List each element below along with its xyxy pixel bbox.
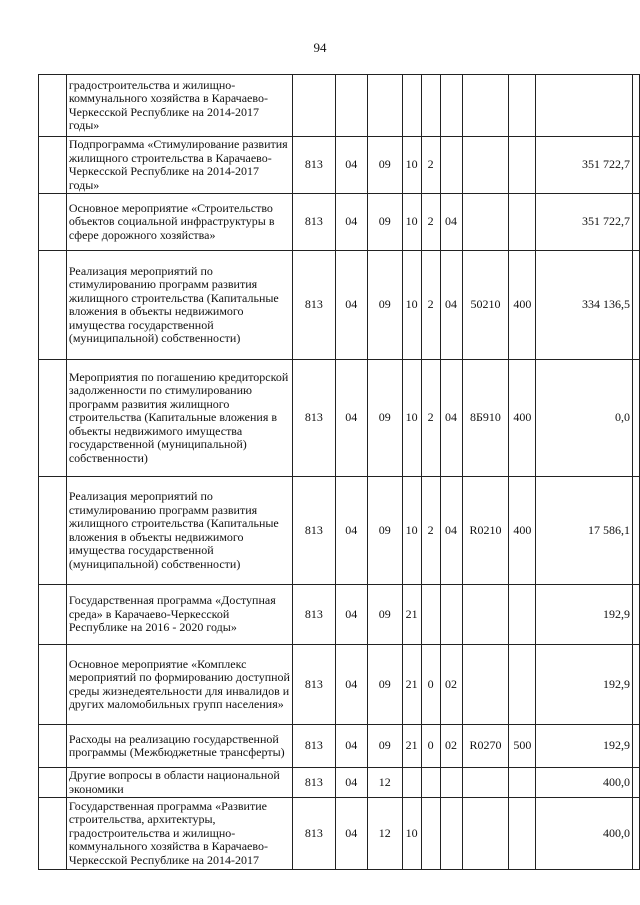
subsection-code-cell: 12 [367, 768, 402, 798]
edge-cell [632, 137, 639, 194]
subsection-code-cell: 09 [367, 137, 402, 194]
page-number: 94 [313, 40, 327, 55]
event-code-cell [440, 75, 462, 137]
program-code-cell: 10 [402, 137, 421, 194]
item-name-text: Подпрограмма «Стимулирование развития жилищного строительства в Карачаево-Черкесской Республике на 2014-2017 годы» [68, 137, 288, 192]
subsection-code-cell: 09 [367, 645, 402, 725]
index-cell [39, 251, 67, 360]
expense-type-cell [509, 645, 536, 725]
subsection-code-cell: 09 [367, 585, 402, 645]
subsection-code-cell: 12 [367, 798, 402, 870]
subprogram-code-cell: 2 [421, 251, 440, 360]
item-name-text: Реализация мероприятий по стимулированию программ развития жилищного строительства (Капитальные вложения в объекты недвижимого имущества государственной (муниципальной) собственности) [68, 489, 279, 571]
edge-cell [632, 251, 639, 360]
item-name-cell [66, 645, 292, 725]
subsection-code-cell: 09 [367, 251, 402, 360]
event-code-cell: 04 [440, 194, 462, 251]
amount-cell: 0,0 [536, 360, 633, 477]
subprogram-code-cell [421, 768, 440, 798]
subprogram-code-cell: 2 [421, 137, 440, 194]
amount-cell: 17 586,1 [536, 477, 633, 585]
edge-cell [632, 477, 639, 585]
section-code-cell: 04 [335, 194, 367, 251]
section-code-cell: 04 [335, 251, 367, 360]
ved-code-cell: 813 [293, 477, 336, 585]
item-name-cell [66, 725, 292, 768]
program-code-cell [402, 768, 421, 798]
direction-code-cell: R0270 [462, 725, 509, 768]
index-cell [39, 360, 67, 477]
table-row [39, 75, 640, 137]
index-cell [39, 768, 67, 798]
index-cell [39, 725, 67, 768]
section-code-cell: 04 [335, 725, 367, 768]
expense-type-cell: 500 [509, 725, 536, 768]
amount-cell: 192,9 [536, 585, 633, 645]
item-name-text: Другие вопросы в области национальной экономики [68, 768, 280, 796]
subsection-code-cell: 09 [367, 194, 402, 251]
index-cell [39, 137, 67, 194]
ved-code-cell: 813 [293, 360, 336, 477]
section-code-cell: 04 [335, 768, 367, 798]
subsection-code-cell: 09 [367, 477, 402, 585]
edge-cell [632, 194, 639, 251]
table-row [39, 360, 640, 477]
amount-cell: 192,9 [536, 645, 633, 725]
item-name-text: градостроительства и жилищно-коммунального хозяйства в Карачаево-Черкесской Республике на 2014-2017 годы» [68, 77, 268, 132]
item-name-text: Государственная программа «Доступная среда» в Карачаево-Черкесской Республике на 2016 - 2020 годы» [68, 593, 276, 635]
edge-cell [632, 768, 639, 798]
ved-code-cell: 813 [293, 251, 336, 360]
index-cell [39, 477, 67, 585]
edge-cell [632, 360, 639, 477]
amount-cell: 400,0 [536, 798, 633, 870]
edge-cell [632, 585, 639, 645]
program-code-cell: 21 [402, 645, 421, 725]
subprogram-code-cell [421, 585, 440, 645]
subprogram-code-cell: 2 [421, 477, 440, 585]
table-row [39, 251, 640, 360]
section-code-cell: 04 [335, 645, 367, 725]
ved-code-cell: 813 [293, 798, 336, 870]
subprogram-code-cell [421, 75, 440, 137]
subprogram-code-cell: 2 [421, 194, 440, 251]
item-name-text: Мероприятия по погашению кредиторской задолженности по стимулированию программ развития жилищного строительства (Капитальные вложения в объекты недвижимого имущества государственной (муниципальной) собственности) [68, 369, 289, 465]
section-code-cell: 04 [335, 585, 367, 645]
event-code-cell [440, 585, 462, 645]
amount-cell: 400,0 [536, 768, 633, 798]
subsection-code-cell: 09 [367, 360, 402, 477]
ved-code-cell: 813 [293, 725, 336, 768]
expense-type-cell [509, 585, 536, 645]
section-code-cell: 04 [335, 477, 367, 585]
item-name-cell [66, 798, 292, 870]
event-code-cell [440, 768, 462, 798]
direction-code-cell [462, 137, 509, 194]
program-code-cell: 10 [402, 251, 421, 360]
event-code-cell: 04 [440, 360, 462, 477]
budget-table [38, 74, 640, 870]
item-name-text: Государственная программа «Развитие строительства, архитектуры, градостроительства и жилищно-коммунального хозяйства в Карачаево-Черкесской Республике на 2014-2017 [68, 798, 268, 867]
direction-code-cell [462, 585, 509, 645]
table-row [39, 194, 640, 251]
item-name-text: Реализация мероприятий по стимулированию программ развития жилищного строительства (Капитальные вложения в объекты недвижимого имущества государственной (муниципальной) собственности) [68, 263, 279, 345]
item-name-cell [66, 251, 292, 360]
section-code-cell: 04 [335, 137, 367, 194]
edge-cell [632, 798, 639, 870]
event-code-cell [440, 137, 462, 194]
index-cell [39, 645, 67, 725]
direction-code-cell [462, 768, 509, 798]
direction-code-cell: R0210 [462, 477, 509, 585]
section-code-cell [335, 75, 367, 137]
amount-cell: 192,9 [536, 725, 633, 768]
expense-type-cell [509, 798, 536, 870]
expense-type-cell: 400 [509, 477, 536, 585]
program-code-cell: 21 [402, 725, 421, 768]
table-row [39, 768, 640, 798]
program-code-cell [402, 75, 421, 137]
table-row [39, 137, 640, 194]
direction-code-cell [462, 194, 509, 251]
program-code-cell: 10 [402, 360, 421, 477]
subsection-code-cell: 09 [367, 725, 402, 768]
event-code-cell [440, 798, 462, 870]
subprogram-code-cell [421, 798, 440, 870]
subsection-code-cell [367, 75, 402, 137]
event-code-cell: 02 [440, 725, 462, 768]
program-code-cell: 10 [402, 798, 421, 870]
section-code-cell: 04 [335, 360, 367, 477]
table-row [39, 645, 640, 725]
subprogram-code-cell: 0 [421, 645, 440, 725]
ved-code-cell: 813 [293, 194, 336, 251]
item-name-cell [66, 137, 292, 194]
edge-cell [632, 75, 639, 137]
item-name-cell [66, 75, 292, 137]
expense-type-cell [509, 75, 536, 137]
program-code-cell: 10 [402, 477, 421, 585]
event-code-cell: 04 [440, 251, 462, 360]
ved-code-cell: 813 [293, 585, 336, 645]
ved-code-cell: 813 [293, 137, 336, 194]
item-name-text: Основное мероприятие «Комплекс мероприятий по формированию доступной среды жизнедеятельности для инвалидов и других маломобильных групп населения» [68, 656, 290, 711]
index-cell [39, 585, 67, 645]
event-code-cell: 04 [440, 477, 462, 585]
program-code-cell: 21 [402, 585, 421, 645]
direction-code-cell [462, 75, 509, 137]
subprogram-code-cell: 0 [421, 725, 440, 768]
direction-code-cell [462, 798, 509, 870]
table-row [39, 477, 640, 585]
item-name-cell [66, 585, 292, 645]
index-cell [39, 194, 67, 251]
amount-cell: 351 722,7 [536, 194, 633, 251]
item-name-cell [66, 768, 292, 798]
item-name-text: Расходы на реализацию государственной программы (Межбюджетные трансферты) [68, 731, 285, 759]
table-row [39, 585, 640, 645]
table-row [39, 798, 640, 870]
direction-code-cell: 8Б910 [462, 360, 509, 477]
direction-code-cell [462, 645, 509, 725]
item-name-cell [66, 194, 292, 251]
subprogram-code-cell: 2 [421, 360, 440, 477]
item-name-cell [66, 477, 292, 585]
edge-cell [632, 725, 639, 768]
expense-type-cell [509, 768, 536, 798]
section-code-cell: 04 [335, 798, 367, 870]
amount-cell [536, 75, 633, 137]
table-row [39, 725, 640, 768]
ved-code-cell: 813 [293, 768, 336, 798]
amount-cell: 334 136,5 [536, 251, 633, 360]
expense-type-cell [509, 194, 536, 251]
ved-code-cell [293, 75, 336, 137]
program-code-cell: 10 [402, 194, 421, 251]
amount-cell: 351 722,7 [536, 137, 633, 194]
edge-cell [632, 645, 639, 725]
item-name-cell [66, 360, 292, 477]
expense-type-cell: 400 [509, 251, 536, 360]
expense-type-cell [509, 137, 536, 194]
item-name-text: Основное мероприятие «Строительство объектов социальной инфраструктуры в сфере дорожного хозяйства» [68, 200, 275, 242]
index-cell [39, 75, 67, 137]
direction-code-cell: 50210 [462, 251, 509, 360]
index-cell [39, 798, 67, 870]
event-code-cell: 02 [440, 645, 462, 725]
expense-type-cell: 400 [509, 360, 536, 477]
ved-code-cell: 813 [293, 645, 336, 725]
